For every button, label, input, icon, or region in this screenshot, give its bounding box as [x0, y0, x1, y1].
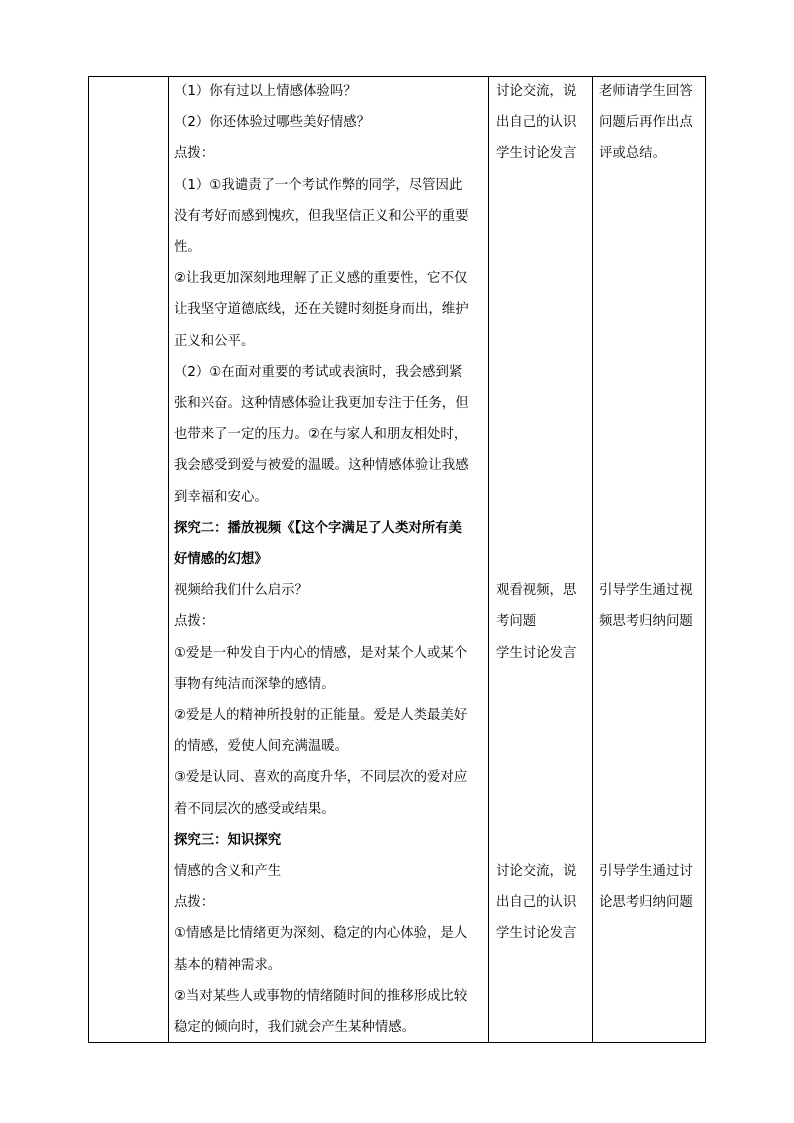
content-line: 稳定的倾向时，我们就会产生某种情感。 — [174, 1020, 416, 1035]
content-line: ②当对某些人或事物的情绪随时间的推移形成比较 — [174, 988, 468, 1004]
design-intent-line: 引导学生通过视 — [599, 583, 693, 599]
content-line: 让我坚守道德底线，还在关键时刻挺身而出，维护 — [174, 302, 469, 318]
student-activity-line: 观看视频，思 — [496, 583, 577, 599]
design-intent-line: 引导学生通过讨 — [599, 864, 693, 879]
content-line: （2）你还体验过哪些美好情感？ — [174, 115, 370, 131]
content-line: ③爱是认同、喜欢的高度升华，不同层次的爱对应 — [174, 770, 468, 786]
content-line: 好情感的幻想》 — [174, 552, 268, 567]
content-line: 点拨： — [174, 146, 215, 162]
content-line: （1）①我谴责了一个考试作弊的同学，尽管因此 — [174, 177, 463, 193]
column-divider — [488, 77, 489, 1042]
design-intent-line: 频思考归纳问题 — [599, 614, 693, 630]
content-line: 也带来了一定的压力。②在与家人和朋友相处时， — [174, 427, 468, 443]
content-line: 性。 — [174, 240, 201, 255]
student-activity-line: 学生讨论发言 — [496, 926, 577, 942]
content-line: （2）①在面对重要的考试或表演时，我会感到紧 — [174, 364, 463, 380]
column-divider — [168, 77, 169, 1042]
student-activity-line: 讨论交流，说 — [496, 84, 577, 99]
student-activity-line: 出自己的认识 — [496, 115, 577, 131]
design-intent-line: 论思考归纳问题 — [599, 895, 693, 911]
content-line: 视频给我们什么启示？ — [174, 583, 308, 599]
content-line: 没有考好而感到愧疚，但我坚信正义和公平的重要 — [174, 208, 469, 224]
design-intent-line: 评或总结。 — [599, 146, 666, 162]
student-activity-line: 学生讨论发言 — [496, 645, 577, 661]
content-line: 的情感，爱使人间充满温暖。 — [174, 739, 349, 755]
content-line: ②让我更加深刻地理解了正义感的重要性，它不仅 — [174, 271, 468, 287]
content-line: 探究二：播放视频《【这个字满足了人类对所有美 — [174, 520, 462, 536]
content-line: 点拨： — [174, 895, 215, 911]
content-line: 到幸福和安心。 — [174, 489, 268, 505]
content-line: 张和兴奋。这种情感体验让我更加专注于任务，但 — [174, 396, 469, 411]
content-line: 点拨： — [174, 614, 215, 630]
content-line: 事物有纯洁而深挚的感情。 — [174, 676, 335, 692]
content-line: 着不同层次的感受或结果。 — [174, 801, 335, 817]
lesson-plan-table — [88, 76, 706, 1043]
design-intent-line: 问题后再作出点 — [599, 115, 693, 131]
content-line: 基本的精神需求。 — [174, 957, 282, 973]
content-line: 正义和公平。 — [174, 333, 255, 349]
student-activity-line: 学生讨论发言 — [496, 146, 577, 162]
student-activity-line: 考问题 — [496, 614, 537, 630]
content-line: 情感的含义和产生 — [174, 864, 282, 879]
content-line: 我会感受到爱与被爱的温暖。这种情感体验让我感 — [174, 458, 469, 474]
content-line: （1）你有过以上情感体验吗？ — [174, 84, 357, 99]
content-line: ②爱是人的精神所投射的正能量。爱是人类最美好 — [174, 708, 468, 723]
content-line: ①情感是比情绪更为深刻、稳定的内心体验，是人 — [174, 926, 468, 942]
student-activity-line: 讨论交流，说 — [496, 864, 577, 879]
content-line: 探究三：知识探究 — [174, 832, 282, 848]
student-activity-line: 出自己的认识 — [496, 895, 577, 911]
column-divider — [592, 77, 593, 1042]
content-line: ①爱是一种发自于内心的情感，是对某个人或某个 — [174, 645, 468, 661]
design-intent-line: 老师请学生回答 — [599, 84, 693, 99]
